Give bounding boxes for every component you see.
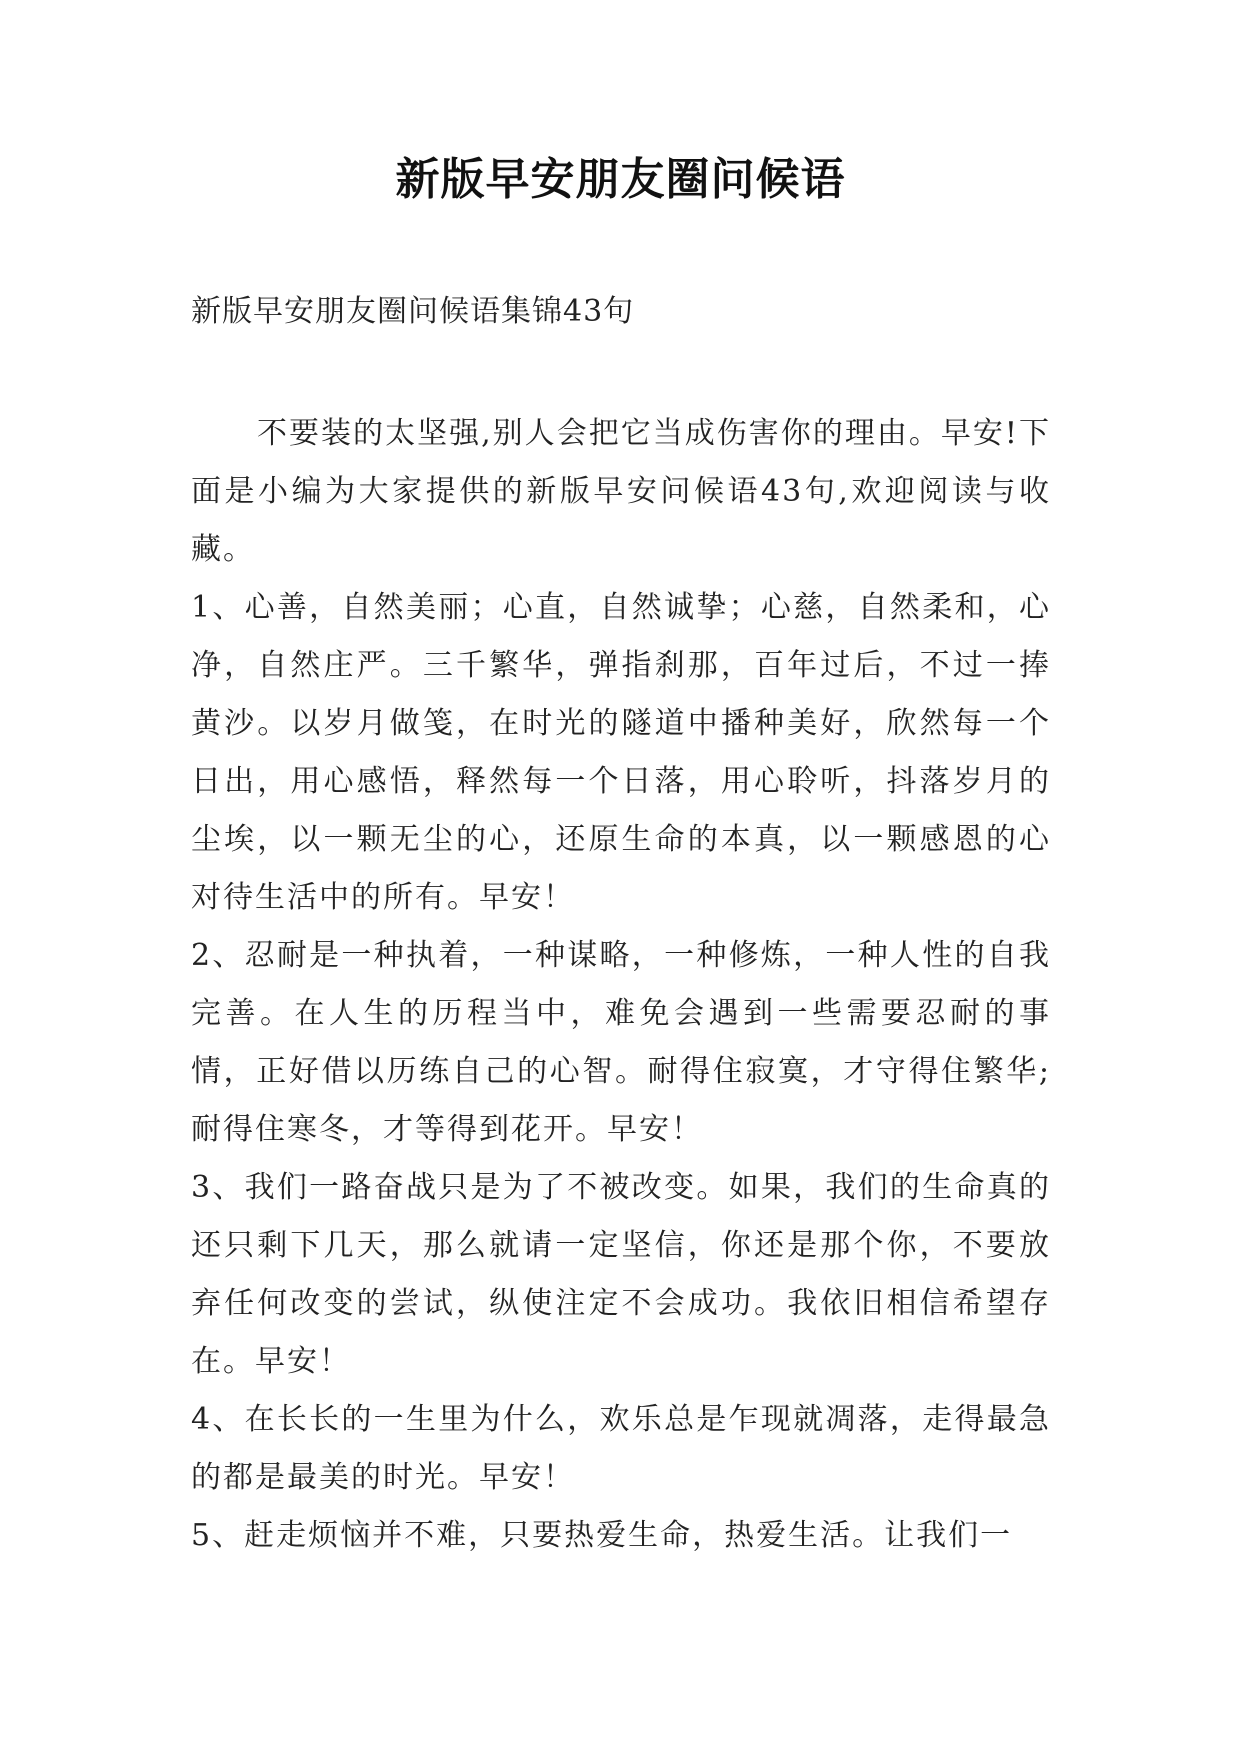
document-subtitle: 新版早安朋友圈问候语集锦43句 xyxy=(191,294,635,329)
document-title: 新版早安朋友圈问候语 xyxy=(395,154,846,205)
list-item: 5、赶走烦恼并不难，只要热爱生命，热爱生活。让我们一 xyxy=(191,1518,1013,1553)
list-item: 3、我们一路奋战只是为了不被改变。如果，我们的生命真的还只剩下几天，那么就请一定坚信，你还是那个你，不要放弃任何改变的尝试，纵使注定不会成功。我依旧相信希望存在。早安！ xyxy=(191,1170,1051,1379)
intro-paragraph: 不要装的太坚强,别人会把它当成伤害你的理由。早安!下面是小编为大家提供的新版早安问候语43句,欢迎阅读与收藏。 xyxy=(191,416,1051,567)
document-body xyxy=(191,405,1051,1565)
list-item: 4、在长长的一生里为什么，欢乐总是乍现就凋落，走得最急的都是最美的时光。早安！ xyxy=(191,1402,1051,1495)
list-item: 2、忍耐是一种执着，一种谋略，一种修炼，一种人性的自我完善。在人生的历程当中，难免会遇到一些需要忍耐的事情，正好借以历练自己的心智。耐得住寂寞，才守得住繁华;耐得住寒冬，才等得到花开。早安！ xyxy=(191,938,1051,1147)
list-item: 1、心善，自然美丽；心直，自然诚挚；心慈，自然柔和，心净，自然庄严。三千繁华，弹指刹那，百年过后，不过一捧黄沙。以岁月做笺，在时光的隧道中播种美好，欣然每一个日出，用心感悟，释然每一个日落，用心聆听，抖落岁月的尘埃，以一颗无尘的心，还原生命的本真，以一颗感恩的心对待生活中的所有。早安！ xyxy=(191,590,1051,915)
